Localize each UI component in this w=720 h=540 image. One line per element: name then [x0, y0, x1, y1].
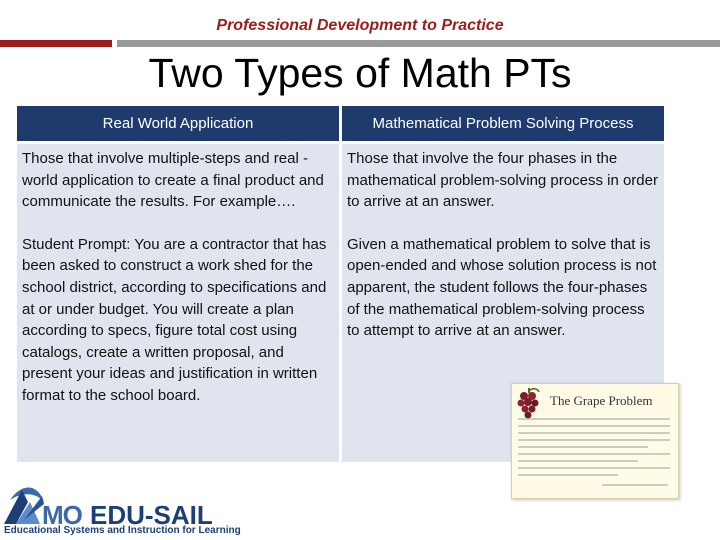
- doc-text-line: [518, 453, 670, 455]
- grape-problem-image: [511, 383, 679, 499]
- right-example: Given a mathematical problem to solve that is open-ended and whose solution process is not apparent, the student follows the four-phases of the mathematical problem-solving process to attempt to arrive at an answer.: [347, 235, 657, 340]
- slide-title: Two Types of Math PTs: [148, 50, 572, 96]
- grape-problem-title: The Grape Problem: [550, 393, 653, 408]
- left-description: Those that involve multiple-steps and real -world application to create a final product and communicate the results. For example….: [22, 150, 324, 211]
- doc-text-line: [518, 418, 670, 420]
- doc-text-line: [602, 484, 668, 486]
- doc-text-line: [518, 460, 638, 462]
- left-column-cell: [17, 144, 339, 462]
- doc-text-line: [518, 446, 648, 448]
- grape-icon: [516, 386, 542, 420]
- right-description: Those that involve the four phases in the mathematical problem-solving process in order to arrive at an answer.: [347, 150, 658, 211]
- right-column-header: Mathematical Problem Solving Process: [342, 106, 664, 141]
- doc-text-line: [518, 425, 670, 427]
- student-prompt: Student Prompt: You are a contractor that has been asked to construct a work shed for the school district, according to specifications and at or under budget. You will create a plan according to specs, figure total cost using catalogs, create a written proposal, and present your ideas and justification in written format to the school board.: [22, 235, 327, 404]
- doc-text-line: [518, 467, 670, 469]
- header-rule-red: [0, 40, 112, 47]
- doc-text-line: [518, 432, 670, 434]
- doc-text-line: [518, 474, 618, 476]
- doc-text-line: [518, 439, 670, 441]
- logo-edu-sail-text: EDU-SAIL: [90, 500, 213, 530]
- left-column-header: Real World Application: [17, 106, 339, 141]
- logo-mo-text: MO: [42, 500, 82, 530]
- header-text: Professional Development to Practice: [216, 17, 504, 34]
- logo-tagline: Educational Systems and Instruction for Learning: [4, 525, 241, 536]
- header-rule-gray: [117, 40, 720, 47]
